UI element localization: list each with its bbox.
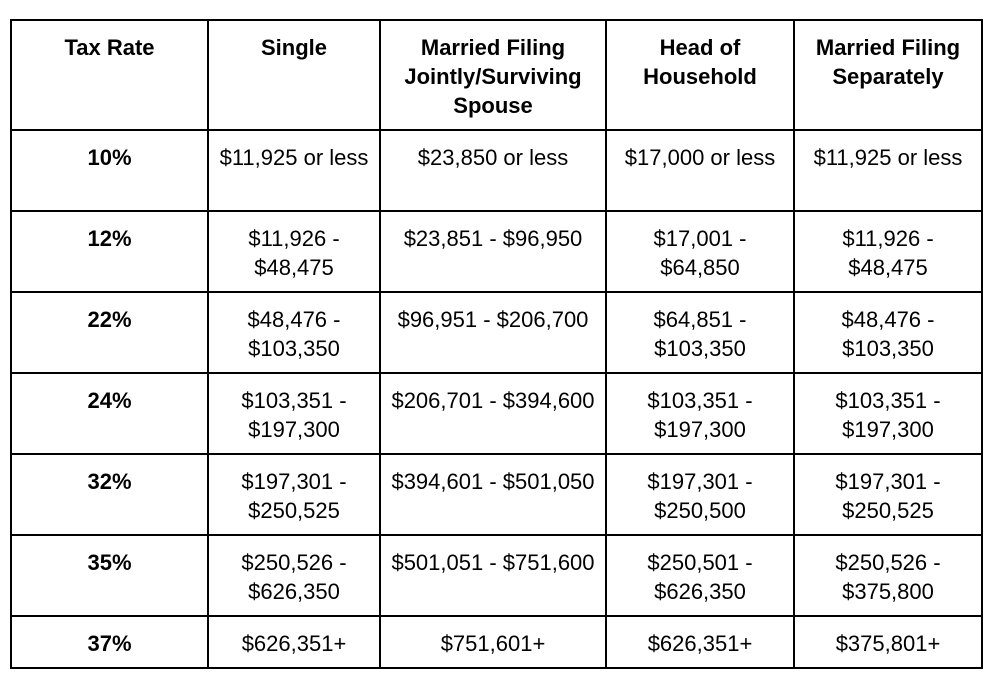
cell-married-filing-jointly: $23,850 or less — [380, 130, 606, 211]
cell-married-filing-jointly: $206,701 - $394,600 — [380, 373, 606, 454]
table-row — [11, 454, 982, 535]
cell-tax-rate: 37% — [11, 616, 208, 668]
cell-single: $626,351+ — [208, 616, 380, 668]
cell-single: $197,301 - $250,525 — [208, 454, 380, 535]
cell-single: $48,476 - $103,350 — [208, 292, 380, 373]
cell-married-filing-separately: $11,925 or less — [794, 130, 982, 211]
cell-married-filing-jointly: $96,951 - $206,700 — [380, 292, 606, 373]
table-row — [11, 616, 982, 668]
table-row — [11, 292, 982, 373]
header-married-filing-separately: Married Filing Separately — [794, 20, 982, 130]
cell-tax-rate: 12% — [11, 211, 208, 292]
header-head-of-household: Head of Household — [606, 20, 794, 130]
cell-single: $11,925 or less — [208, 130, 380, 211]
cell-head-of-household: $17,001 - $64,850 — [606, 211, 794, 292]
cell-married-filing-jointly: $394,601 - $501,050 — [380, 454, 606, 535]
table-row — [11, 130, 982, 211]
cell-married-filing-separately: $375,801+ — [794, 616, 982, 668]
cell-tax-rate: 22% — [11, 292, 208, 373]
cell-single: $11,926 - $48,475 — [208, 211, 380, 292]
cell-head-of-household: $17,000 or less — [606, 130, 794, 211]
cell-married-filing-jointly: $501,051 - $751,600 — [380, 535, 606, 616]
cell-single: $103,351 - $197,300 — [208, 373, 380, 454]
cell-married-filing-jointly: $23,851 - $96,950 — [380, 211, 606, 292]
tax-bracket-table — [10, 19, 983, 669]
cell-married-filing-separately: $103,351 - $197,300 — [794, 373, 982, 454]
cell-married-filing-separately: $48,476 - $103,350 — [794, 292, 982, 373]
header-single: Single — [208, 20, 380, 130]
table-row — [11, 373, 982, 454]
cell-married-filing-jointly: $751,601+ — [380, 616, 606, 668]
cell-married-filing-separately: $250,526 - $375,800 — [794, 535, 982, 616]
table-header-row — [11, 20, 982, 130]
table-row — [11, 535, 982, 616]
cell-married-filing-separately: $197,301 - $250,525 — [794, 454, 982, 535]
cell-married-filing-separately: $11,926 - $48,475 — [794, 211, 982, 292]
header-tax-rate: Tax Rate — [11, 20, 208, 130]
cell-tax-rate: 10% — [11, 130, 208, 211]
table-row — [11, 211, 982, 292]
cell-tax-rate: 32% — [11, 454, 208, 535]
cell-head-of-household: $64,851 - $103,350 — [606, 292, 794, 373]
cell-head-of-household: $626,351+ — [606, 616, 794, 668]
cell-tax-rate: 35% — [11, 535, 208, 616]
cell-head-of-household: $103,351 - $197,300 — [606, 373, 794, 454]
cell-head-of-household: $197,301 - $250,500 — [606, 454, 794, 535]
cell-single: $250,526 - $626,350 — [208, 535, 380, 616]
cell-head-of-household: $250,501 - $626,350 — [606, 535, 794, 616]
header-married-filing-jointly: Married Filing Jointly/Surviving Spouse — [380, 20, 606, 130]
tax-bracket-table-container — [10, 19, 983, 669]
cell-tax-rate: 24% — [11, 373, 208, 454]
